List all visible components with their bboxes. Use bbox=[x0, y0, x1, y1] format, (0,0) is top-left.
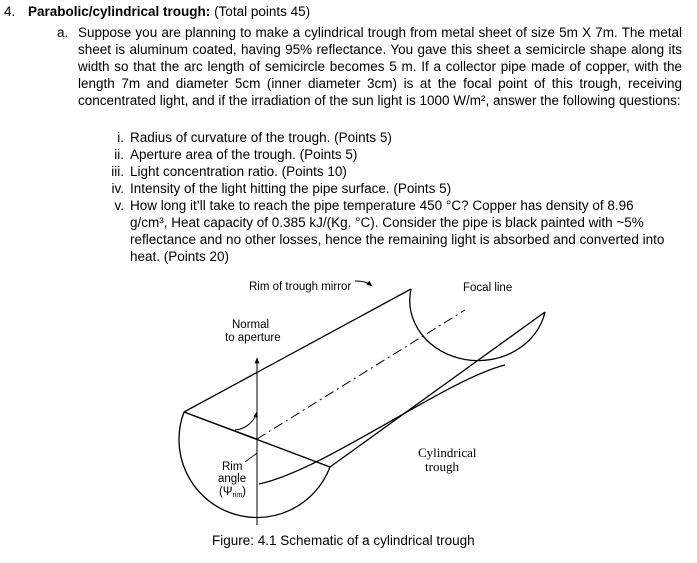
subquestion-numeral: i. bbox=[117, 130, 124, 145]
part-a-text: Suppose you are planning to make a cylindrical trough from metal sheet of size 5m X 7m. The metal sheet is aluminum coated, having 95% reflectance. You gave this sheet a semicircle shape along its width so that the arc length of semicircle becomes 5 m. If a collector pipe made of copper, with the length 7m and diameter 5cm (inner diameter 3cm) is at the focal point of this trough, receiving concentrated light, and if the irradiation of the sun light is 1000 W/m², answer the following questions: bbox=[78, 25, 682, 108]
subquestion-text: Aperture area of the trough. (Points 5) bbox=[130, 147, 358, 162]
question-header bbox=[4, 4, 310, 19]
rim-leader bbox=[355, 281, 372, 286]
question-points: (Total points 45) bbox=[214, 4, 311, 19]
rim-label: Rim of trough mirror bbox=[249, 281, 352, 293]
cylindrical-label-1: Cylindrical bbox=[418, 445, 477, 460]
part-a bbox=[57, 24, 682, 109]
subquestion-iii bbox=[102, 163, 677, 180]
normal-label-1: Normal bbox=[232, 319, 270, 331]
subquestion-text: Radius of curvature of the trough. (Points 5) bbox=[130, 130, 392, 145]
subquestion-numeral: ii. bbox=[114, 147, 124, 162]
rim-angle-symbol: (Ψrim) bbox=[219, 486, 246, 499]
rim-angle-label-1: Rim bbox=[222, 461, 243, 473]
question-title: Parabolic/cylindrical trough: bbox=[28, 4, 211, 19]
subquestion-numeral: iii. bbox=[111, 164, 124, 179]
rim-angle-arc bbox=[235, 412, 257, 430]
focal-line bbox=[257, 310, 465, 439]
trough-schematic bbox=[175, 270, 550, 535]
subquestion-text: Intensity of the light hitting the pipe surface. (Points 5) bbox=[130, 181, 452, 196]
question-number: 4. bbox=[4, 4, 16, 19]
normal-label-2: to aperture bbox=[225, 332, 281, 344]
subquestion-i bbox=[102, 129, 677, 146]
part-a-label: a. bbox=[57, 25, 69, 40]
back-rim-edge bbox=[184, 289, 411, 412]
figure-caption: Figure: 4.1 Schematic of a cylindrical trough bbox=[212, 533, 475, 548]
rim-angle-label-2: angle bbox=[218, 473, 247, 485]
front-rim-edge bbox=[330, 312, 545, 467]
subquestion-ii bbox=[102, 146, 677, 163]
back-end-arc bbox=[410, 289, 545, 361]
subquestion-v bbox=[102, 197, 672, 265]
cylindrical-label-2: trough bbox=[425, 459, 459, 474]
rim-ray bbox=[184, 412, 257, 439]
subquestion-text: Light concentration ratio. (Points 10) bbox=[130, 164, 347, 179]
front-end-arc bbox=[179, 412, 330, 518]
trough-bottom-edge bbox=[259, 365, 505, 484]
subquestion-numeral: iv. bbox=[111, 181, 124, 196]
subquestion-iv bbox=[102, 180, 677, 197]
rim-angle-leader bbox=[245, 453, 257, 462]
subquestion-text: How long it’ll take to reach the pipe temperature 450 °C? Copper has density of 8.96 g/cm³, Heat capacity of 0.385 kJ/(Kg. °C). Consider the pipe is black painted with ~5% reflectance and no other losses, hence the remaining light is absorbed and converted into heat. (Points 20) bbox=[130, 198, 665, 264]
subquestion-numeral: v. bbox=[114, 198, 124, 213]
focal-label: Focal line bbox=[463, 282, 513, 294]
